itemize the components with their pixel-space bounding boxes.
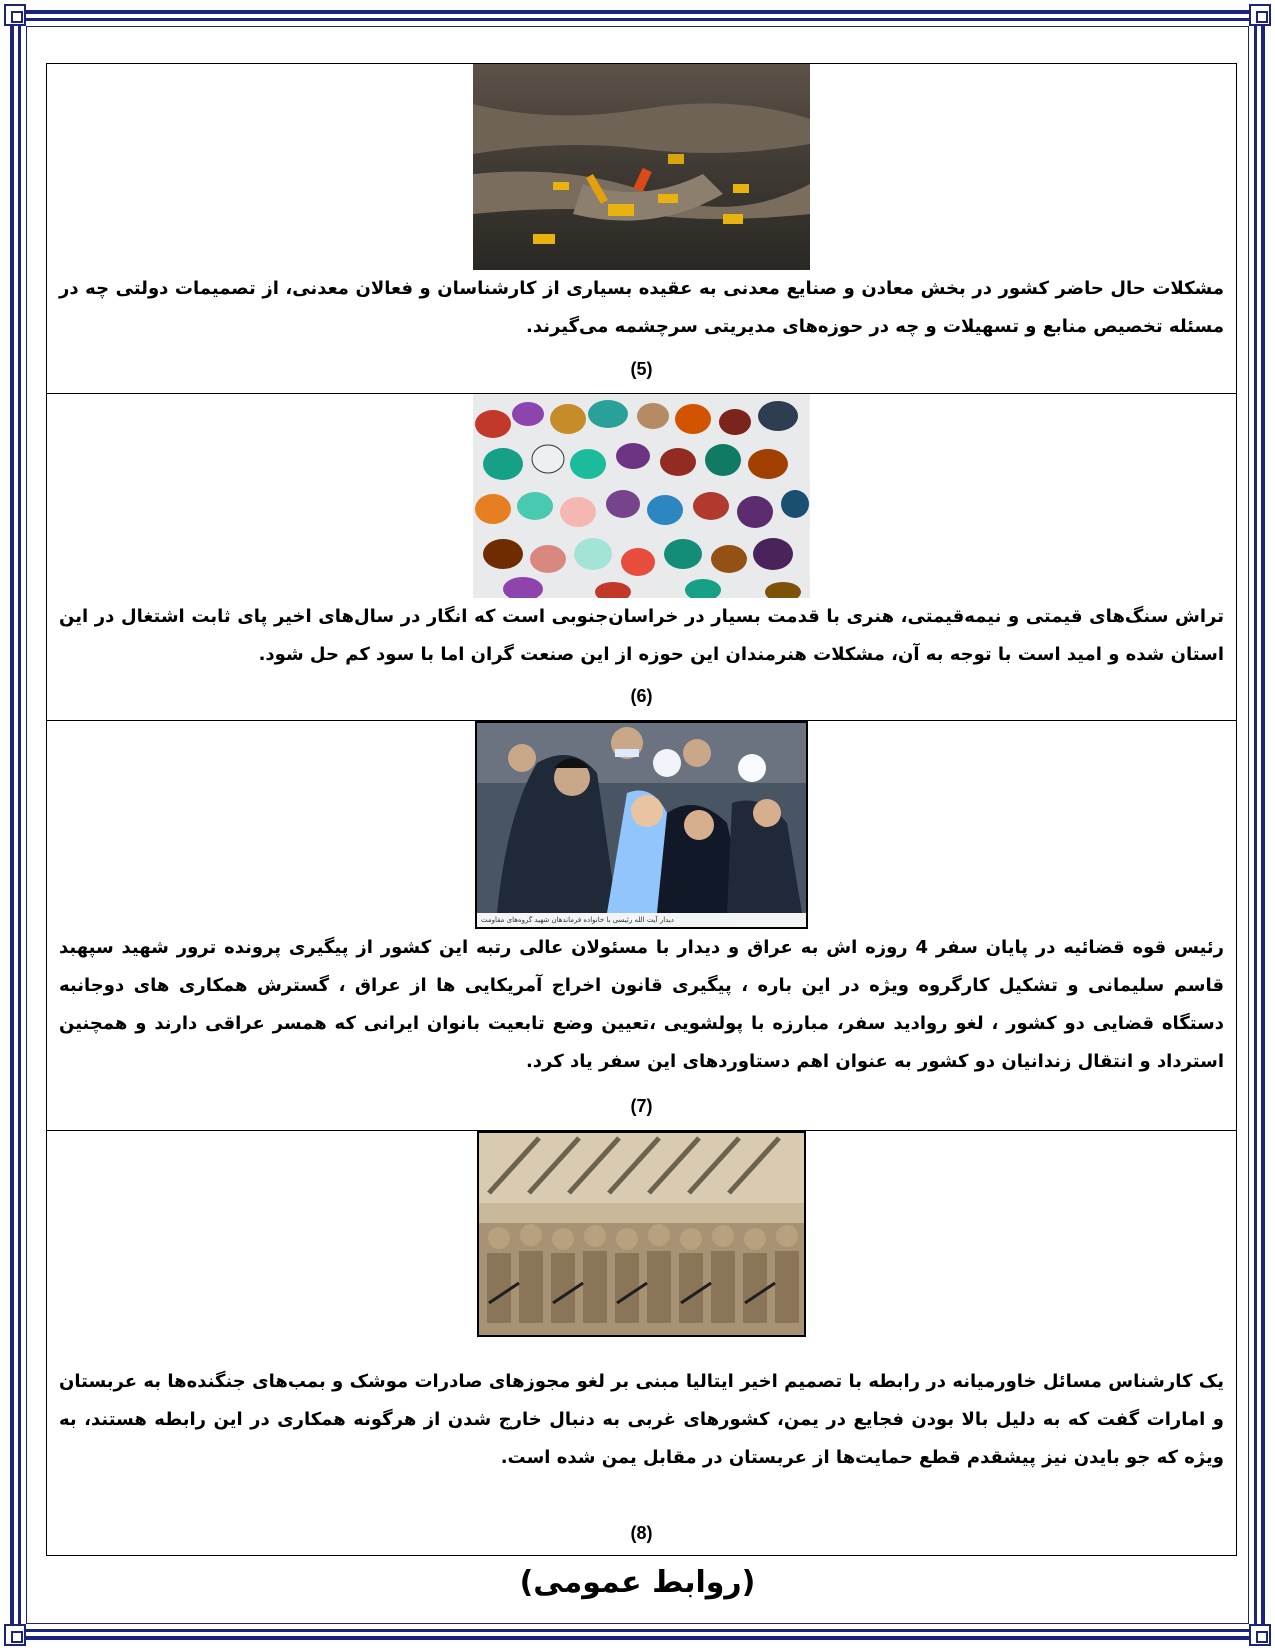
item-number: (8) <box>630 1523 653 1543</box>
news-caption: تراش سنگ‌های قیمتی و نیمه‌قیمتی، هنری با قدمت بسیار در خراسان‌جنوبی است که انگار در سال‌های اخیر پای ثابت اشتغال در این استان شده و امید است با توجه به آن، مشکلات هنرمندان این حوزه از این صنعت گران اما با سود کم حل شود. <box>59 606 1224 665</box>
news-item <box>47 394 1236 721</box>
news-caption: یک کارشناس مسائل خاورمیانه در رابطه با تصمیم اخیر ایتالیا مبنی بر لغو مجوزهای صادرات موشک و بمب‌های جنگنده‌ها به عربستان و امارات گفت که به دلیل بالا بودن فجایع در یمن، کشورهای غربی به دنبال خارج شدن از هرگونه همکاری در این رابطه هستند، به ویژه که جو بایدن نیز پیشقدم قطع حمایت‌ها از عربستان در مقابل یمن شده است. <box>59 1371 1224 1468</box>
news-item <box>47 721 1236 1131</box>
corner-ornament-top-right <box>1249 4 1271 26</box>
news-item <box>47 64 1236 394</box>
soldiers-photo-image <box>479 1133 804 1335</box>
news-item <box>47 1131 1236 1555</box>
corner-ornament-bottom-right <box>1249 1624 1271 1646</box>
gemstones-photo <box>473 394 810 598</box>
meeting-photo <box>475 721 808 929</box>
item-number: (5) <box>630 359 653 379</box>
soldiers-photo <box>477 1131 806 1337</box>
item-number: (7) <box>630 1096 653 1116</box>
footer-title: (روابط عمومی) <box>519 1565 756 1600</box>
news-table <box>46 63 1237 1556</box>
mining-site-photo <box>473 64 810 270</box>
meeting-photo-image <box>477 723 806 913</box>
news-caption: رئیس قوه قضائیه در پایان سفر 4 روزه اش به عراق و دیدار با مسئولان عالی رتبه این کشور از پیگیری پرونده ترور شهید سپهبد قاسم سلیمانی و تشکیل کارگروه ویژه در این باره ، پیگیری قانون اخراج آمریکایی ها از عراق ، گسترش همکاری های دوجانبه دستگاه قضایی دو کشور ، لغو روادید سفر، مبارزه با پولشویی ،تعیین وضع تابعیت بانوان ایرانی که همسر عراقی دارند و همچنین استرداد و انتقال زندانیان دو کشور به عنوان اهم دستاوردهای این سفر یاد کرد. <box>59 937 1224 1072</box>
corner-ornament-bottom-left <box>4 1624 26 1646</box>
corner-ornament-top-left <box>4 4 26 26</box>
item-number: (6) <box>630 686 653 706</box>
photo-caption: دیدار آیت الله رئیسی با خانواده فرماندهان شهید گروه‌های مقاومت <box>477 913 806 927</box>
news-caption: مشکلات حال حاضر کشور در بخش معادن و صنایع معدنی به عقیده بسیاری از کارشناسان و فعالان معدنی، از تصمیمات دولتی چه در مسئله تخصیص منابع و تسهیلات و چه در حوزه‌های مدیریتی سرچشمه می‌گیرند. <box>59 278 1224 337</box>
